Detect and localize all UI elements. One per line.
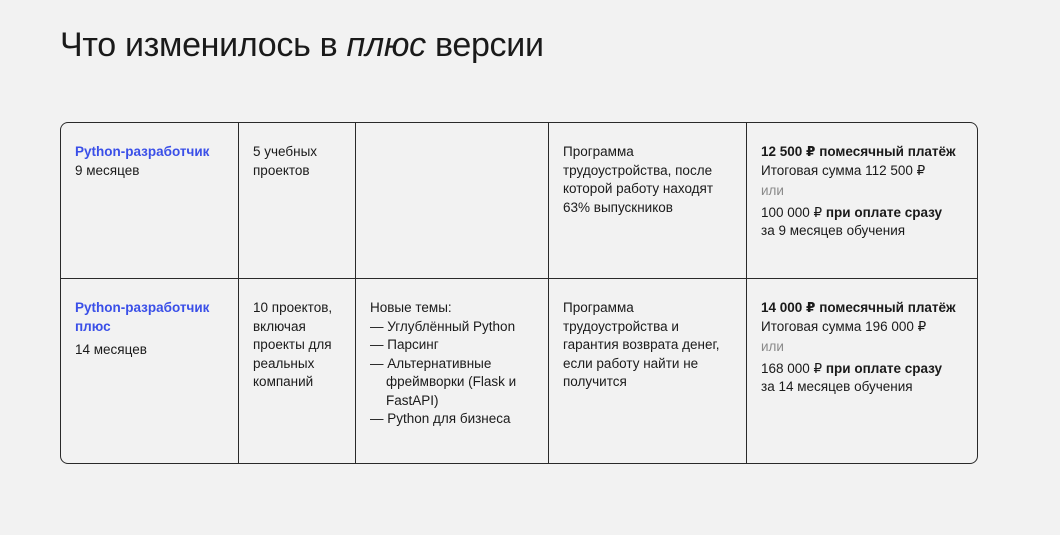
employment-text: Программа трудоустройства и гарантия возврата денег, если работу найти не получится [563, 300, 720, 389]
upfront-price [761, 360, 967, 379]
monthly-amount: 12 500 ₽ [761, 144, 816, 159]
program-cell [61, 279, 239, 463]
topic-item: — Углублённый Python [370, 318, 516, 334]
upfront-label: при оплате сразу [825, 360, 943, 376]
program-duration: 14 месяцев [75, 342, 147, 357]
projects-text: 10 проектов, включая проекты для реальных компаний [253, 300, 333, 389]
projects-text: 5 учебных проектов [253, 144, 318, 178]
program-duration: 9 месяцев [75, 162, 140, 178]
topics-cell [356, 123, 549, 279]
total-price: Итоговая сумма 196 000 ₽ [761, 318, 927, 334]
program-cell [61, 123, 239, 279]
price-cell [747, 279, 977, 463]
title-italic: плюс [346, 26, 426, 64]
upfront-note: за 9 месяцев обучения [761, 223, 906, 238]
title-text-end: версии [425, 26, 544, 64]
program-name: Python-разработчик [75, 144, 210, 159]
topic-item: — Python для бизнеса [370, 411, 511, 426]
upfront-amount: 168 000 ₽ [761, 360, 823, 376]
total-price: Итоговая сумма 112 500 ₽ [761, 162, 926, 178]
or-text: или [761, 183, 784, 198]
comparison-table [60, 122, 978, 464]
upfront-amount: 100 000 ₽ [761, 204, 823, 220]
topics-cell [356, 279, 549, 463]
monthly-amount: 14 000 ₽ [761, 300, 816, 315]
topic-item: — Альтернативные фреймворки (Flask и FastAPI) [370, 355, 517, 408]
monthly-price [761, 143, 967, 162]
page-title [60, 26, 544, 65]
employment-cell [549, 123, 747, 279]
program-name: Python-разработчик плюс [75, 300, 210, 334]
employment-text: Программа трудоустройства, после которой работу находят 63% выпускников [563, 144, 714, 215]
monthly-price [761, 299, 967, 318]
upfront-price [761, 204, 967, 223]
or-text: или [761, 339, 784, 354]
price-cell [747, 123, 977, 279]
monthly-label: помесячный платёж [819, 144, 956, 159]
topic-item: — Парсинг [370, 337, 439, 352]
projects-cell [239, 279, 356, 463]
projects-cell [239, 123, 356, 279]
employment-cell [549, 279, 747, 463]
upfront-note: за 14 месяцев обучения [761, 379, 913, 394]
upfront-label: при оплате сразу [825, 204, 943, 220]
monthly-label: помесячный платёж [819, 300, 956, 315]
topics-intro: Новые темы: [370, 300, 452, 315]
title-text: Что изменилось в [60, 26, 347, 64]
